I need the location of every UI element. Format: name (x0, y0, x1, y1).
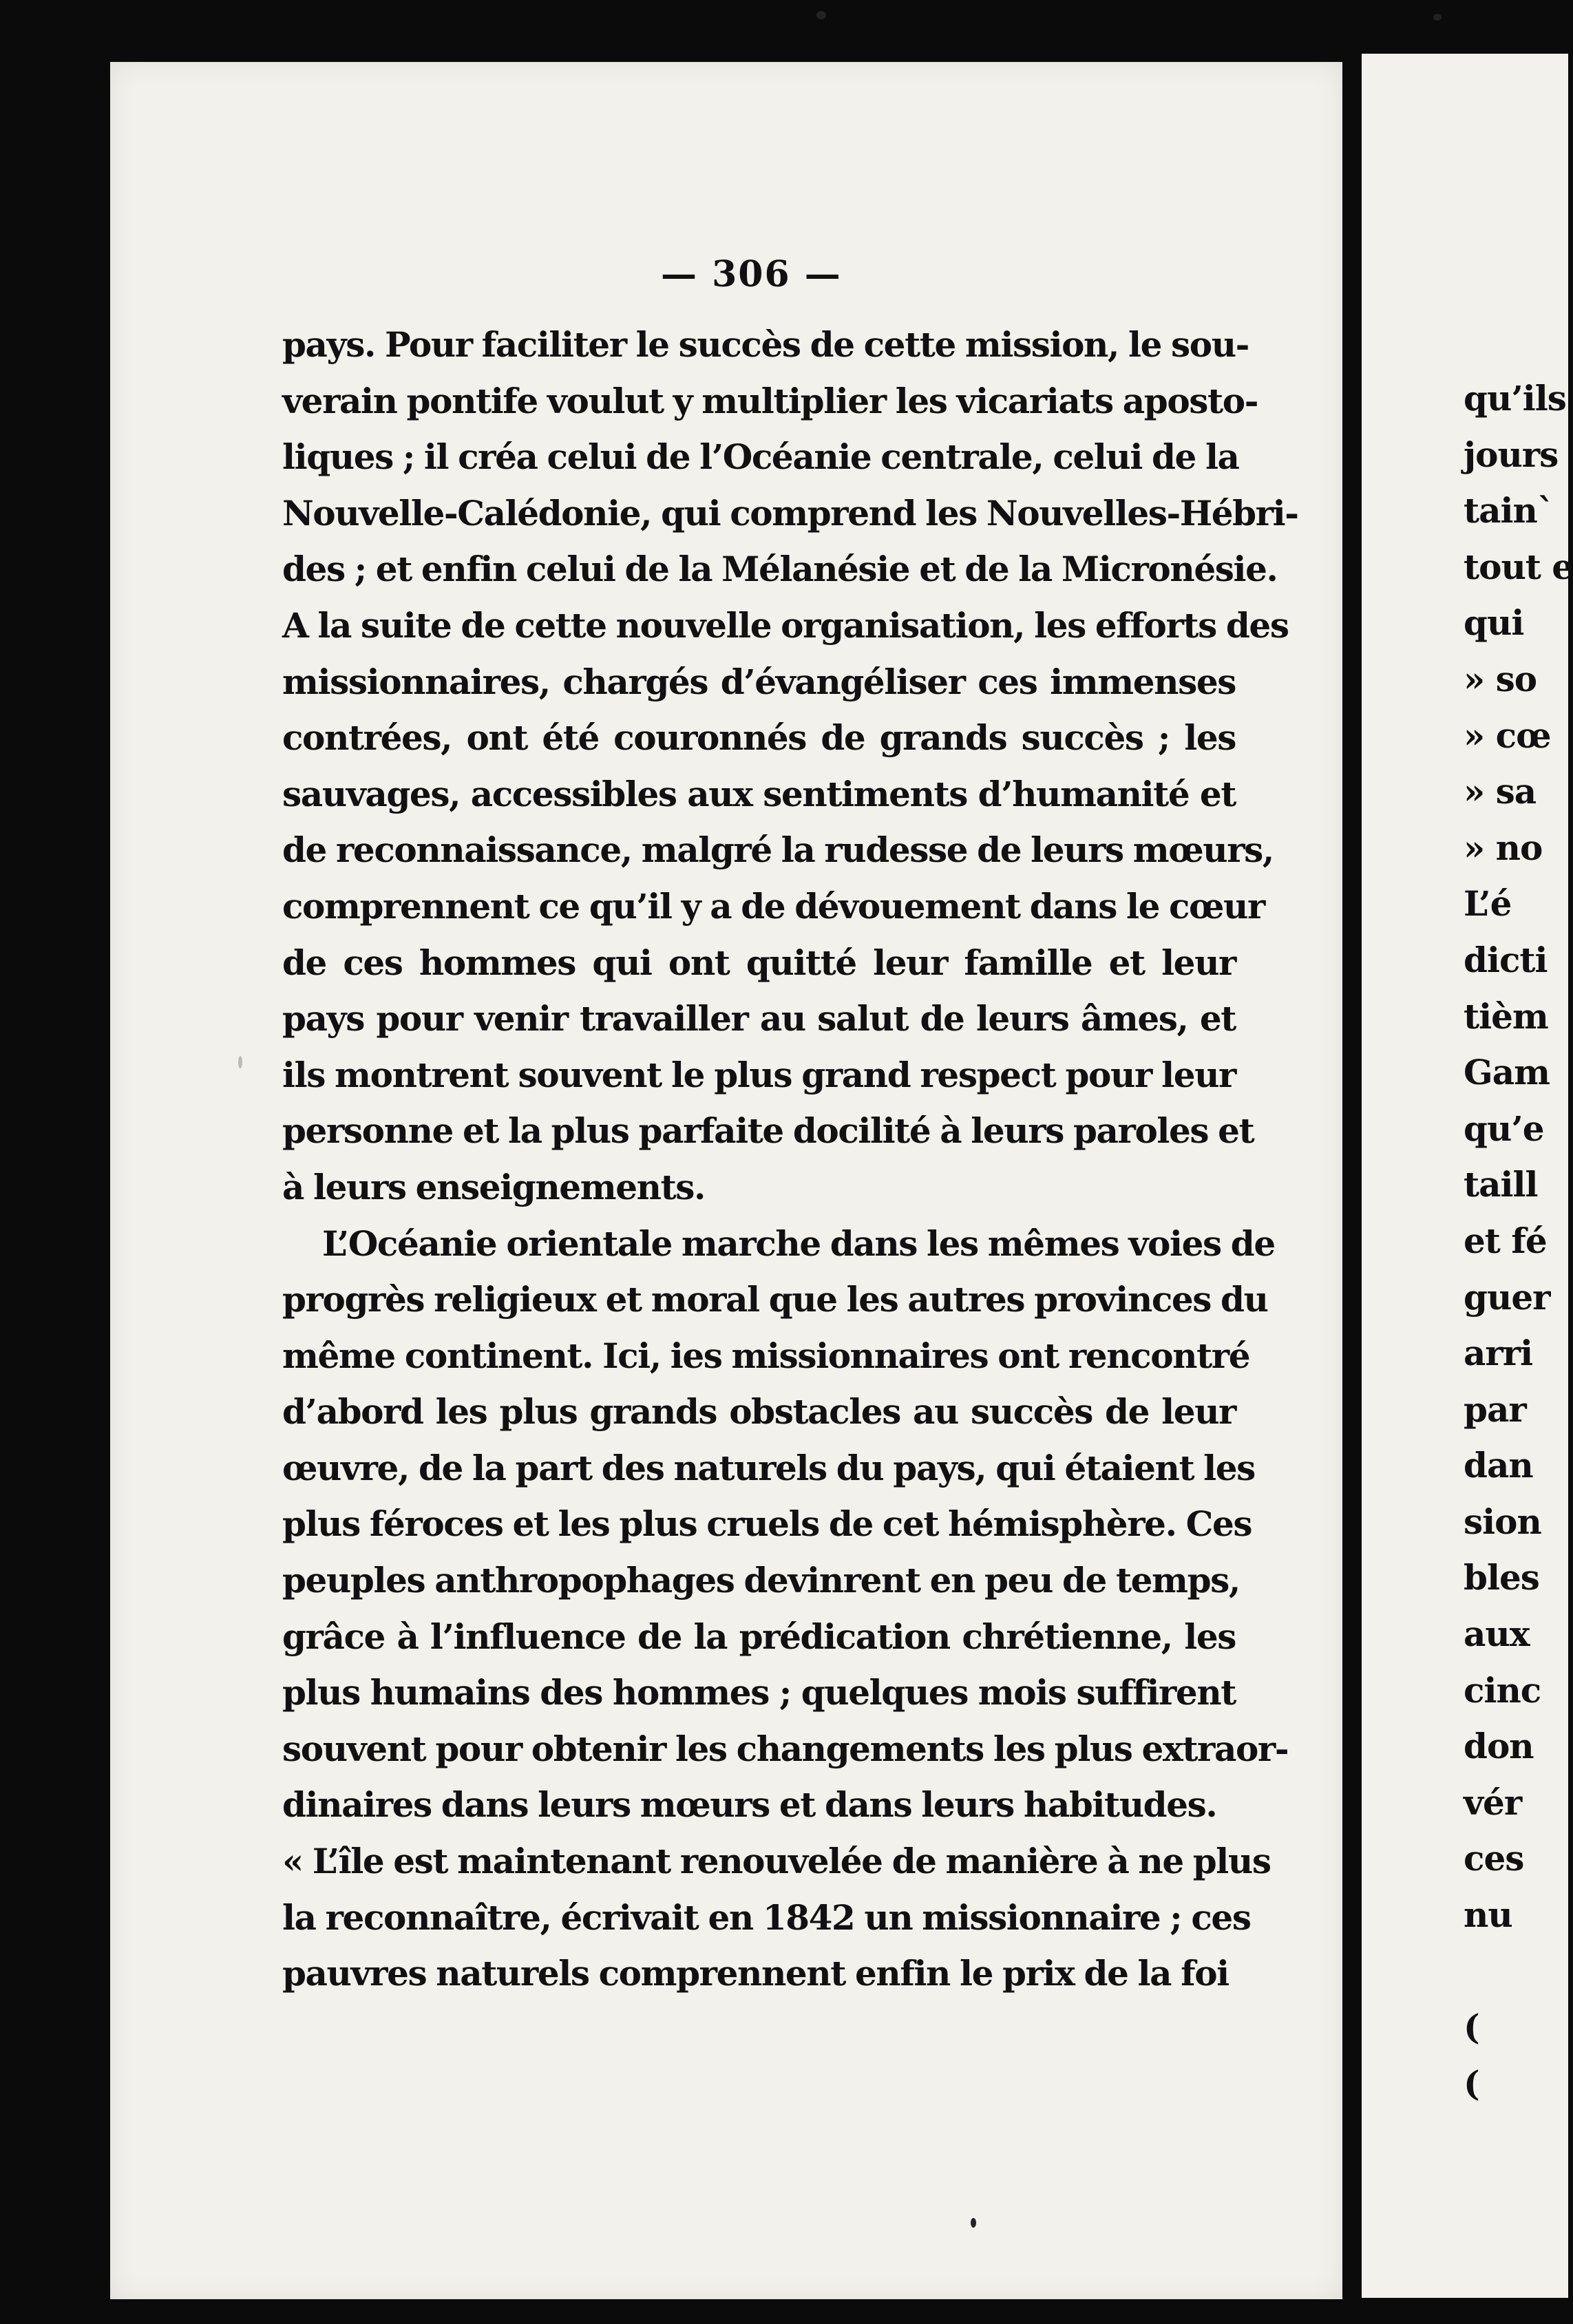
text-line: A la suite de cette nouvelle organisation, les efforts des (282, 604, 1289, 646)
page-body-text (282, 317, 1298, 2002)
facing-text-line: Gam (1464, 1052, 1550, 1093)
text-line: plus féroces et les plus cruels de cet hémisphère. Ces (282, 1503, 1252, 1545)
text-line: pays. Pour faciliter le succès de cette mission, le sou- (282, 324, 1249, 365)
text-line: grâce à l’influence de la prédication chrétienne, les (282, 1616, 1236, 1657)
ink-speck (971, 2218, 976, 2228)
text-line: « L’île est maintenant renouvelée de manière à ne plus (282, 1841, 1271, 1882)
facing-text-line: don (1464, 1726, 1534, 1767)
text-line: même continent. Ici, ies missionnaires ont rencontré (282, 1335, 1250, 1376)
facing-text-line: tout e (1464, 546, 1573, 587)
facing-text-line: » no (1464, 827, 1543, 868)
facing-text-line: qu’ils (1464, 378, 1566, 419)
facing-text-line: bles (1464, 1557, 1539, 1598)
facing-page-text (1464, 370, 1573, 2111)
text-line: peuples anthropophages devinrent en peu de temps, (282, 1560, 1240, 1601)
facing-text-line: qu’e (1464, 1108, 1544, 1149)
facing-text-line: aux (1464, 1614, 1530, 1655)
facing-text-line: » cœ (1464, 715, 1551, 756)
facing-text-line: dicti (1464, 939, 1548, 980)
text-line: missionnaires, chargés d’évangéliser ces immenses (282, 661, 1236, 702)
text-line: de ces hommes qui ont quitté leur famille et leur (282, 942, 1236, 983)
facing-text-line: taill (1464, 1164, 1538, 1205)
text-line: contrées, ont été couronnés de grands succès ; les (282, 717, 1236, 759)
text-line: personne et la plus parfaite docilité à leurs paroles et (282, 1110, 1254, 1152)
text-line: souvent pour obtenir les changements les plus extraor- (282, 1728, 1289, 1769)
page-number: — 306 — (661, 253, 842, 295)
text-line: ils montrent souvent le plus grand respect pour leur (282, 1054, 1236, 1095)
text-line: la reconnaître, écrivait en 1842 un missionnaire ; ces (282, 1897, 1251, 1938)
facing-text-line: jours (1464, 434, 1559, 475)
facing-page (1362, 54, 1573, 2298)
facing-text-line: par (1464, 1388, 1526, 1430)
text-line: dinaires dans leurs mœurs et dans leurs habitudes. (282, 1784, 1217, 1826)
text-line: de reconnaissance, malgré la rudesse de leurs mœurs, (282, 830, 1274, 871)
facing-text-line: sion (1464, 1501, 1541, 1542)
text-line: sauvages, accessibles aux sentiments d’humanité et (282, 773, 1236, 814)
facing-text-line: ( (1464, 2062, 1479, 2104)
text-line: comprennent ce qu’il y a de dévouement dans le cœur (282, 885, 1265, 927)
facing-text-line: guer (1464, 1276, 1550, 1318)
facing-text-line: cinc (1464, 1669, 1541, 1711)
facing-text-line: » so (1464, 658, 1537, 699)
facing-text-line: L’é (1464, 883, 1512, 925)
facing-text-line: dan (1464, 1445, 1533, 1486)
text-line: œuvre, de la part des naturels du pays, qui étaient les (282, 1447, 1255, 1488)
text-line: liques ; il créa celui de l’Océanie centrale, celui de la (282, 436, 1239, 478)
facing-text-line: arri (1464, 1333, 1533, 1374)
facing-text-line: vér (1464, 1782, 1522, 1823)
facing-text-line: nu (1464, 1894, 1512, 1936)
facing-text-line: ( (1464, 2007, 1479, 2048)
text-line: plus humains des hommes ; quelques mois suffirent (282, 1672, 1236, 1713)
text-line: pays pour venir travailler au salut de leurs âmes, et (282, 998, 1236, 1039)
facing-text-line: tain` (1464, 490, 1554, 531)
facing-text-line: et fé (1464, 1220, 1547, 1261)
text-line: verain pontife voulut y multiplier les vicariats aposto- (282, 380, 1258, 421)
facing-text-line: qui (1464, 602, 1524, 644)
text-line: pauvres naturels comprennent enfin le prix de la foi (282, 1953, 1229, 1994)
text-line: L’Océanie orientale marche dans les mêmes voies de (322, 1223, 1275, 1264)
text-line: progrès religieux et moral que les autres provinces du (282, 1279, 1268, 1320)
text-line: des ; et enfin celui de la Mélanésie et de la Micronésie. (282, 549, 1278, 590)
ink-speck (238, 1056, 242, 1068)
ink-speck (1433, 14, 1442, 21)
ink-speck (816, 11, 826, 19)
text-line: d’abord les plus grands obstacles au succès de leur (282, 1391, 1236, 1433)
facing-text-line: tièm (1464, 995, 1548, 1037)
facing-text-line: » sa (1464, 771, 1537, 812)
text-line: Nouvelle-Calédonie, qui comprend les Nouvelles-Hébri- (282, 492, 1298, 534)
text-line: à leurs enseignements. (282, 1166, 706, 1207)
facing-text-line: ces (1464, 1838, 1524, 1879)
